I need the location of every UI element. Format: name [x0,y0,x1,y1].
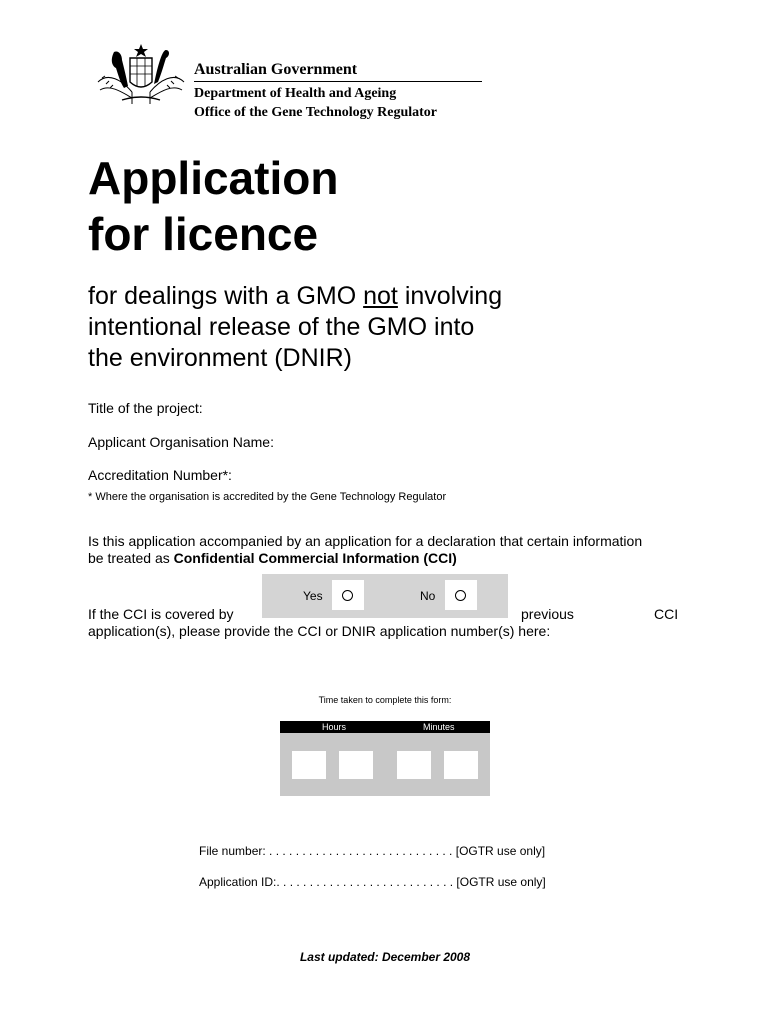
yes-option[interactable] [332,580,364,610]
subtitle-text-b: involving [397,282,503,310]
page-subtitle [88,281,502,374]
minutes-digit-1-input[interactable] [397,751,431,779]
organisation-name-label: Applicant Organisation Name: [88,434,274,450]
cci-yes-no-panel [262,574,508,618]
subtitle-line-2: intentional release of the GMO into [88,313,475,341]
subtitle-underlined-word: not [363,282,398,310]
no-label: No [420,589,436,603]
file-number-field: File number: . . . . . . . . . . . . . . . . . . . . . . . . . . . . [OGTR use only] [199,844,546,858]
government-name: Australian Government [194,61,358,78]
subtitle-line-1 [88,281,502,312]
yes-radio[interactable] [342,590,353,601]
office-name: Office of the Gene Technology Regulator [194,105,438,120]
no-radio[interactable] [455,590,466,601]
cci-question-bold: Confidential Commercial Information (CCI) [173,550,457,566]
subtitle-line-3: the environment (DNIR) [88,344,352,372]
application-id-field: Application ID:. . . . . . . . . . . . . . . . . . . . . . . . . . . [OGTR use only] [199,875,546,889]
title-line-1: Application [88,152,339,204]
page-title [88,150,338,262]
coat-of-arms-icon [92,42,190,108]
yes-label: Yes [303,589,323,603]
header-divider [194,81,482,82]
hours-label: Hours [322,722,347,732]
hours-digit-1-input[interactable] [292,751,326,779]
minutes-digit-2-input[interactable] [444,751,478,779]
project-title-label: Title of the project: [88,400,203,416]
cci-covered-text: If the CCI is covered by [88,606,234,622]
time-taken-title: Time taken to complete this form: [318,695,452,705]
time-taken-header [280,721,490,733]
department-name: Department of Health and Ageing [194,86,397,101]
cci-previous-text: previous [521,606,574,622]
accreditation-number-label: Accreditation Number*: [88,467,232,483]
cci-cci-text: CCI [654,606,679,622]
cci-application-numbers-text: application(s), please provide the CCI or DNIR application number(s) here: [88,623,551,639]
cci-question-text: Is this application accompanied by an application for a declaration that certain information be treated as [88,533,643,566]
accreditation-footnote: * Where the organisation is accredited by the Gene Technology Regulator [88,491,447,503]
minutes-label: Minutes [423,722,455,732]
cci-question [88,533,648,567]
title-line-2: for licence [88,208,319,260]
no-option[interactable] [445,580,477,610]
hours-digit-2-input[interactable] [339,751,373,779]
last-updated: Last updated: December 2008 [299,950,471,964]
subtitle-text-a: for dealings with a GMO [88,282,364,310]
